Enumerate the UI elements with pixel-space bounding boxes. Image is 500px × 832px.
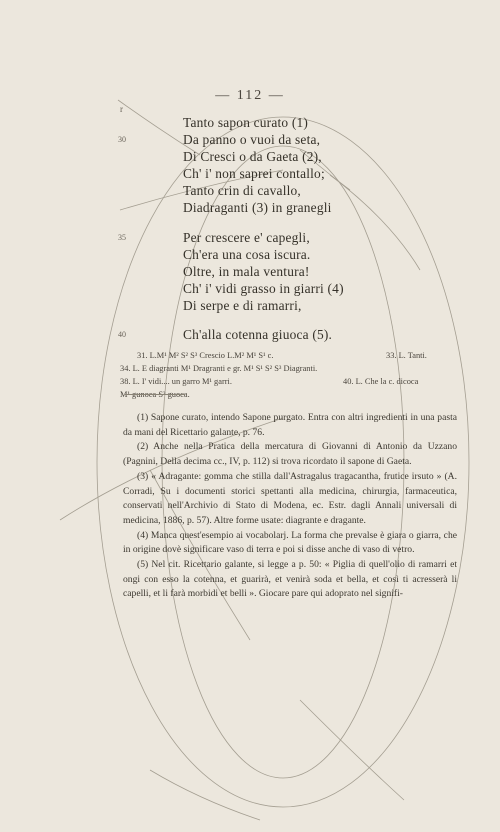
verse-line: Di Cresci o da Gaeta (2), bbox=[183, 149, 322, 164]
verse-line: Da panno o vuoi da seta, bbox=[183, 132, 321, 147]
footnote: (5) Nel cit. Ricettario galante, si legge a p. 50: « Piglia di quell'olio di ramarri et ongi con esso la cotenna, et guarirà, et venirà soda et bella, et così ti acresserà li capelli, et li farà morbidi et belli ». Giocare pare qui adoprato nel signifi- bbox=[123, 559, 457, 600]
verse-line: Ch' i' vidi grasso in giarri (4) bbox=[183, 281, 344, 296]
footnote: (4) Manca quest'esempio ai vocabolarj. La forma che prevalse è giara o giarra, che in origine dovè significare vaso di terra e poi si disse anche di vaso di vetro. bbox=[123, 529, 457, 556]
page-number: — 112 — bbox=[215, 88, 285, 103]
variant-line: 38. L. I' vidi.... un garro M¹ garri. bbox=[120, 377, 232, 386]
notes-separator bbox=[125, 394, 185, 395]
footnote: (2) Anche nella Pratica della mercatura di Giovanni di Antonio da Uzzano (Pagnini, Della decima cc., IV, p. 112) si trova ricordato il sapone di Gaeta. bbox=[123, 441, 457, 468]
verse-line: Di serpe e di ramarri, bbox=[183, 298, 302, 313]
variant-line: 40. L. Che la c. dicoca bbox=[343, 377, 419, 386]
verse-line: Ch'alla cotenna giuoca (5). bbox=[183, 327, 333, 342]
variant-line: 31. L.M¹ M² S² S³ Crescio L.M² M¹ S¹ c. bbox=[137, 351, 274, 360]
verse-line: Tanto sapon curato (1) bbox=[183, 115, 309, 130]
line-number: 40 bbox=[118, 330, 126, 339]
verse-line: Per crescere e' capegli, bbox=[183, 230, 310, 245]
verse-line: Ch'era una cosa iscura. bbox=[183, 247, 311, 262]
footnote: (3) « Adragante: gomma che stilla dall'Astragalus tragacantha, frutice irsuto » (A. Corradi, Su i documenti storici spettanti alla medicina, chirurgia, farmaceutica, conservati nell'Archivio di Stato di Modena, ec. Estr. dagli Annali universali di medicina, 1886, p. 57). Altre forme usate: diagrante e dragante. bbox=[123, 470, 457, 526]
variant-line: 34. L. E diagranti M¹ Dragranti e gr. M¹ S¹ S² S³ Diagranti. bbox=[120, 364, 318, 373]
verse-line: Oltre, in mala ventura! bbox=[183, 264, 310, 279]
verse-line: Tanto crin di cavallo, bbox=[183, 183, 301, 198]
verse-line: Diadraganti (3) in granegli bbox=[183, 200, 332, 215]
footnotes bbox=[123, 411, 457, 602]
variant-line: M¹ gunoca S³ guoca. bbox=[120, 390, 190, 399]
line-number: 30 bbox=[118, 135, 126, 144]
verse-line: Ch' i' non saprei contallo; bbox=[183, 166, 325, 181]
variant-line: 33. L. Tanti. bbox=[386, 351, 427, 360]
footnote: (1) Sapone curato, intendo Sapone purgato. Entra con altri ingredienti in una pasta da mani del Ricettario galante, p. 76. bbox=[123, 412, 457, 438]
margin-mark: r bbox=[120, 104, 123, 114]
line-number: 35 bbox=[118, 233, 126, 242]
